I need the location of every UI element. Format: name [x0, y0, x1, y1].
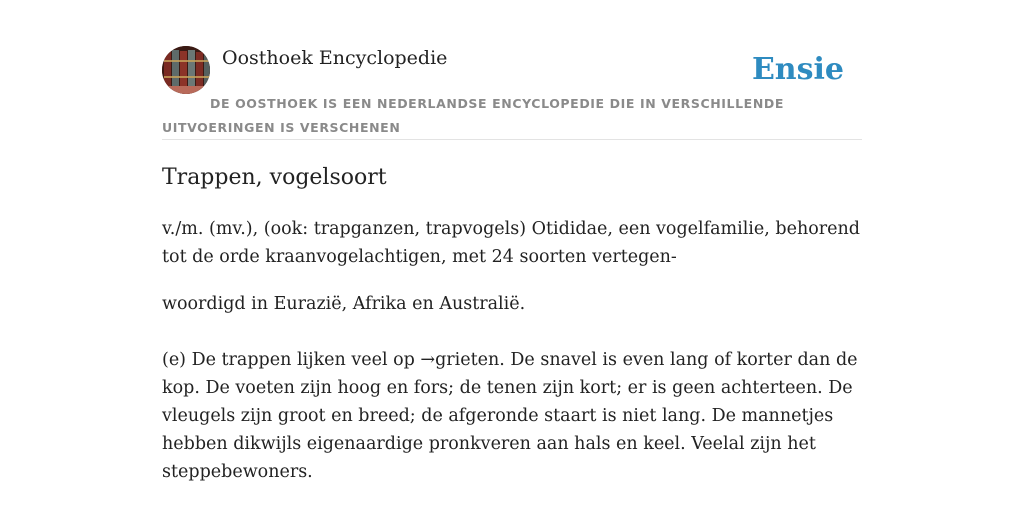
brand-logo[interactable]: Ensie: [751, 52, 844, 87]
source-tagline: DE OOSTHOEK IS EEN NEDERLANDSE ENCYCLOPEDIE DIE IN VERSCHILLENDE UITVOERINGEN IS VERSCHENEN: [162, 96, 784, 135]
source-title[interactable]: Oosthoek Encyclopedie: [222, 47, 448, 69]
article: [162, 160, 862, 486]
article-paragraph: (e) De trappen lijken veel op →grieten. De snavel is even lang of korter dan de kop. De voeten zijn hoog en fors; de tenen zijn kort; er is geen achterteen. De vleugels zijn groot en breed; de afgeronde staart is niet lang. De mannetjes hebben dikwijls eigenaardige pronkveren aan hals en keel. Veelal zijn het steppebewoners.: [162, 350, 858, 482]
encyclopedia-books-icon[interactable]: [162, 46, 210, 94]
article-title: Trappen, vogelsoort: [162, 165, 387, 190]
article-paragraph: woordigd in Eurazië, Afrika en Australië.: [162, 294, 526, 314]
source-header: [162, 46, 862, 140]
article-paragraph: v./m. (mv.), (ook: trapganzen, trapvogels) Otididae, een vogelfamilie, behorend tot de orde kraanvogelachtigen, met 24 soorten vertegen-: [162, 219, 860, 267]
